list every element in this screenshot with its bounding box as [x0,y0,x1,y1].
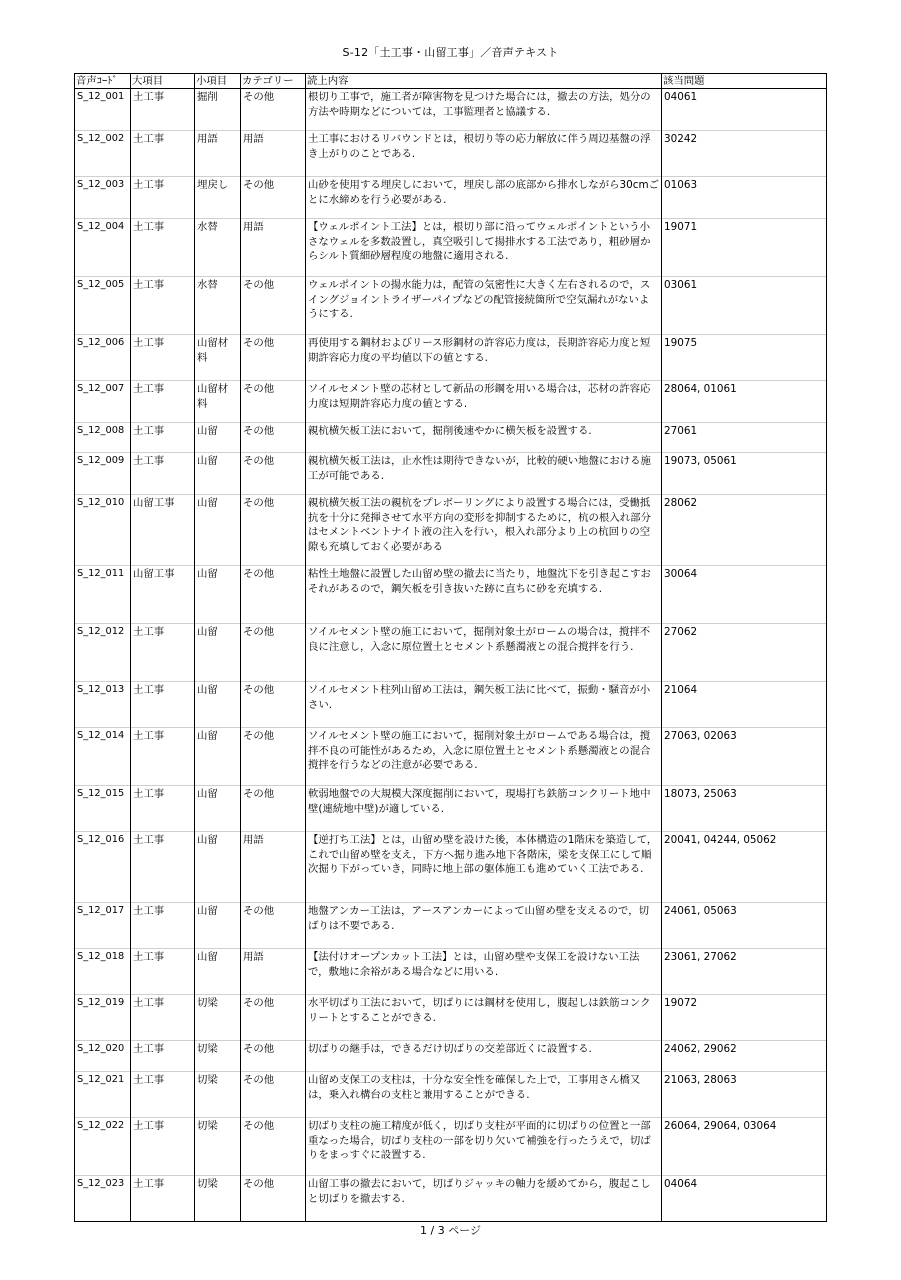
cell-category: 用語 [241,219,306,277]
cell-ref: 19073, 05061 [662,453,827,495]
cell-code: S_12_011 [75,566,131,624]
cell-code: S_12_018 [75,949,131,995]
cell-code: S_12_020 [75,1041,131,1072]
cell-major: 山留工事 [131,495,195,566]
cell-ref: 24061, 05063 [662,903,827,949]
header-category: カテゴリー [241,74,306,89]
cell-text: 山砂を使用する埋戻しにおいて，埋戻し部の底部から排水しながら30cmごとに水締めを行う必要がある. [306,177,662,219]
cell-ref: 30242 [662,131,827,177]
cell-ref: 26064, 29064, 03064 [662,1118,827,1176]
cell-category: その他 [241,1118,306,1176]
cell-code: S_12_006 [75,335,131,381]
cell-major: 土工事 [131,381,195,423]
cell-text: 【ウェルポイント工法】とは，根切り部に沿ってウェルポイントという小さなウェルを多数設置し，真空吸引して揚排水する工法であり，粗砂層からシルト質細砂層程度の地盤に適用される. [306,219,662,277]
cell-code: S_12_003 [75,177,131,219]
cell-text: ソイルセメント柱列山留め工法は，鋼矢板工法に比べて，振動・騒音が小さい. [306,682,662,728]
table-row [75,89,827,131]
table-row [75,566,827,624]
cell-minor: 掘削 [195,89,241,131]
cell-text: 親杭横矢板工法は，止水性は期待できないが，比較的硬い地盤における施工が可能である. [306,453,662,495]
cell-ref: 19071 [662,219,827,277]
cell-ref: 20041, 04244, 05062 [662,832,827,903]
cell-minor: 水替 [195,277,241,335]
cell-ref: 18073, 25063 [662,786,827,832]
cell-major: 土工事 [131,624,195,682]
cell-category: 用語 [241,131,306,177]
cell-category: その他 [241,335,306,381]
cell-category: その他 [241,903,306,949]
cell-category: その他 [241,1072,306,1118]
cell-ref: 28062 [662,495,827,566]
cell-ref: 30064 [662,566,827,624]
cell-category: 用語 [241,949,306,995]
cell-ref: 03061 [662,277,827,335]
table-row [75,277,827,335]
cell-major: 土工事 [131,453,195,495]
cell-ref: 27061 [662,423,827,453]
cell-text: 根切り工事で，施工者が障害物を見つけた場合には，撤去の方法，処分の方法や時期などについては，工事監理者と協議する. [306,89,662,131]
cell-code: S_12_005 [75,277,131,335]
cell-major: 土工事 [131,1118,195,1176]
cell-text: 切ばり支柱の施工精度が低く，切ばり支柱が平面的に切ばりの位置と一部重なった場合，切ばり支柱の一部を切り欠いて補強を行ったうえで，切ばりをまっすぐに設置する. [306,1118,662,1176]
table-row [75,624,827,682]
cell-code: S_12_004 [75,219,131,277]
cell-text: ウェルポイントの揚水能力は，配管の気密性に大きく左右されるので，スイングジョイントライザーパイプなどの配管接続箇所で空気漏れがないようにする. [306,277,662,335]
cell-category: その他 [241,177,306,219]
cell-major: 土工事 [131,131,195,177]
cell-category: その他 [241,566,306,624]
cell-minor: 埋戻し [195,177,241,219]
cell-code: S_12_007 [75,381,131,423]
table-row [75,453,827,495]
cell-code: S_12_002 [75,131,131,177]
cell-minor: 切梁 [195,995,241,1041]
table-row [75,728,827,786]
cell-category: その他 [241,728,306,786]
cell-major: 土工事 [131,728,195,786]
cell-category: その他 [241,1176,306,1222]
table-row [75,903,827,949]
cell-major: 土工事 [131,995,195,1041]
cell-code: S_12_022 [75,1118,131,1176]
cell-category: その他 [241,786,306,832]
cell-text: 切ばりの継手は，できるだけ切ばりの交差部近くに設置する. [306,1041,662,1072]
cell-major: 土工事 [131,1176,195,1222]
cell-major: 土工事 [131,277,195,335]
cell-text: 再使用する鋼材およびリース形鋼材の許容応力度は，長期許容応力度と短期許容応力度の平均値以下の値とする. [306,335,662,381]
cell-minor: 山留 [195,903,241,949]
cell-code: S_12_016 [75,832,131,903]
cell-minor: 水替 [195,219,241,277]
table-row [75,335,827,381]
table-row [75,1072,827,1118]
header-minor: 小項目 [195,74,241,89]
cell-code: S_12_017 [75,903,131,949]
table-row [75,949,827,995]
cell-code: S_12_001 [75,89,131,131]
cell-major: 土工事 [131,89,195,131]
table-row [75,177,827,219]
cell-category: その他 [241,277,306,335]
cell-minor: 切梁 [195,1041,241,1072]
cell-major: 土工事 [131,1041,195,1072]
cell-code: S_12_010 [75,495,131,566]
cell-minor: 山留 [195,832,241,903]
cell-text: 親杭横矢板工法の親杭をプレボーリングにより設置する場合には，受働抵抗を十分に発揮させて水平方向の変形を抑制するために，杭の根入れ部分はセメントベントナイト液の注入を行い，根入れ部分より上の杭回りの空隙も充填しておく必要がある [306,495,662,566]
cell-minor: 山留 [195,453,241,495]
cell-major: 土工事 [131,832,195,903]
cell-major: 土工事 [131,219,195,277]
cell-code: S_12_019 [75,995,131,1041]
cell-text: 【法付けオープンカット工法】とは，山留め壁や支保工を設けない工法で，敷地に余裕がある場合などに用いる. [306,949,662,995]
cell-ref: 28064, 01061 [662,381,827,423]
cell-category: その他 [241,1041,306,1072]
cell-minor: 切梁 [195,1176,241,1222]
cell-ref: 27062 [662,624,827,682]
cell-major: 土工事 [131,682,195,728]
table-row [75,131,827,177]
cell-code: S_12_021 [75,1072,131,1118]
cell-category: その他 [241,89,306,131]
table-row [75,995,827,1041]
cell-minor: 山留 [195,949,241,995]
header-ref: 該当問題 [662,74,827,89]
cell-minor: 山留 [195,566,241,624]
cell-code: S_12_012 [75,624,131,682]
header-major: 大項目 [131,74,195,89]
cell-category: その他 [241,423,306,453]
cell-text: 水平切ばり工法において，切ばりには鋼材を使用し，腹起しは鉄筋コンクリートとすることができる. [306,995,662,1041]
cell-ref: 04064 [662,1176,827,1222]
table-row [75,1118,827,1176]
cell-text: ソイルセメント壁の芯材として新品の形鋼を用いる場合は，芯材の許容応力度は短期許容応力度の値とする. [306,381,662,423]
cell-minor: 山留 [195,682,241,728]
cell-minor: 山留材料 [195,335,241,381]
cell-minor: 山留 [195,786,241,832]
cell-ref: 21064 [662,682,827,728]
cell-major: 土工事 [131,949,195,995]
cell-major: 山留工事 [131,566,195,624]
table-row [75,495,827,566]
cell-major: 土工事 [131,423,195,453]
cell-minor: 切梁 [195,1118,241,1176]
cell-category: 用語 [241,832,306,903]
table-row [75,219,827,277]
table-row [75,832,827,903]
cell-text: 【逆打ち工法】とは，山留め壁を設けた後，本体構造の1階床を築造して，これで山留め壁を支え，下方へ掘り進み地下各階床，梁を支保工にして順次掘り下がっていき，同時に地上部の躯体施工も進めていく工法である. [306,832,662,903]
cell-text: 地盤アンカー工法は，アースアンカーによって山留め壁を支えるので，切ばりは不要である. [306,903,662,949]
cell-text: 山留め支保工の支柱は，十分な安全性を確保した上で，工事用さん橋又は，乗入れ構台の支柱と兼用することができる. [306,1072,662,1118]
cell-major: 土工事 [131,786,195,832]
cell-category: その他 [241,682,306,728]
cell-minor: 山留 [195,624,241,682]
cell-ref: 04061 [662,89,827,131]
cell-ref: 19072 [662,995,827,1041]
cell-code: S_12_014 [75,728,131,786]
header-text: 読上内容 [306,74,662,89]
table-row [75,682,827,728]
cell-ref: 21063, 28063 [662,1072,827,1118]
cell-minor: 山留材料 [195,381,241,423]
cell-category: その他 [241,995,306,1041]
cell-code: S_12_023 [75,1176,131,1222]
voice-text-table [74,73,827,1222]
cell-text: 粘性土地盤に設置した山留め壁の撤去に当たり，地盤沈下を引き起こすおそれがあるので，鋼矢板を引き抜いた跡に直ちに砂を充填する. [306,566,662,624]
cell-ref: 01063 [662,177,827,219]
cell-text: 親杭横矢板工法において，掘削後速やかに横矢板を設置する. [306,423,662,453]
cell-major: 土工事 [131,335,195,381]
cell-code: S_12_015 [75,786,131,832]
cell-category: その他 [241,381,306,423]
cell-ref: 19075 [662,335,827,381]
cell-minor: 山留 [195,728,241,786]
cell-code: S_12_009 [75,453,131,495]
table-row [75,423,827,453]
cell-code: S_12_008 [75,423,131,453]
cell-minor: 切梁 [195,1072,241,1118]
cell-text: ソイルセメント壁の施工において，掘削対象土がロームの場合は，撹拌不良に注意し，入念に原位置土とセメント系懸濁液との混合撹拌を行う. [306,624,662,682]
page-title: S-12「土工事・山留工事」／音声テキスト [342,46,559,59]
table-row [75,1041,827,1072]
cell-category: その他 [241,495,306,566]
table-row [75,1176,827,1222]
header-row [75,74,827,89]
cell-minor: 山留 [195,495,241,566]
table-row [75,381,827,423]
cell-ref: 24062, 29062 [662,1041,827,1072]
page-number: 1 / 3 ページ [420,1224,481,1237]
cell-code: S_12_013 [75,682,131,728]
cell-text: ソイルセメント壁の施工において，掘削対象土がロームである場合は，撹拌不良の可能性があるため，入念に原位置土とセメント系懸濁液との混合撹拌を行うなどの注意が必要である. [306,728,662,786]
cell-major: 土工事 [131,1072,195,1118]
cell-minor: 山留 [195,423,241,453]
table-row [75,786,827,832]
cell-major: 土工事 [131,903,195,949]
header-code: 音声ｺｰﾄﾞ [75,74,131,89]
cell-text: 軟弱地盤での大規模大深度掘削において，現場打ち鉄筋コンクリート地中壁(連続地中壁)が適している. [306,786,662,832]
cell-category: その他 [241,624,306,682]
cell-text: 土工事におけるリバウンドとは，根切り等の応力解放に伴う周辺基盤の浮き上がりのことである. [306,131,662,177]
cell-minor: 用語 [195,131,241,177]
cell-ref: 23061, 27062 [662,949,827,995]
cell-major: 土工事 [131,177,195,219]
cell-ref: 27063, 02063 [662,728,827,786]
cell-category: その他 [241,453,306,495]
cell-text: 山留工事の撤去において，切ばりジャッキの軸力を緩めてから，腹起こしと切ばりを撤去する. [306,1176,662,1222]
